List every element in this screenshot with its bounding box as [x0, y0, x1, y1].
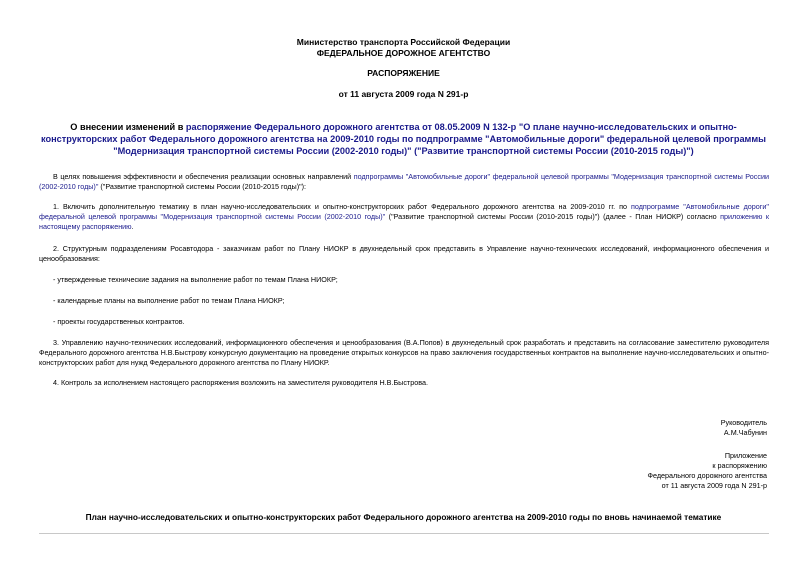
list-item: - календарные планы на выполнение работ по темам Плана НИОКР; [53, 296, 285, 305]
agency-name: ФЕДЕРАЛЬНОЕ ДОРОЖНОЕ АГЕНТСТВО [316, 48, 491, 58]
intro-text-end: ("Развитие транспортной системы России (2010-2015 годы)"): [98, 182, 307, 191]
paragraph-3: 3. Управлению научно-технических исследований, информационного обеспечения и ценообразования (В.А.Попов) в двухнедельный срок разработать и представить на согласование заместителю руководителя Федерального дорожного агентства Н.В.Быстрову конкурсную документацию на проведение открытых конкурсов на право заключения государственных контрактов на выполнение научно-исследовательских и опытно-конструкторских работ для нужд Федерального дорожного агентства по Плану НИОКР. [39, 338, 769, 367]
subprogram-link[interactable]: подпрограммы "Автомобильные дороги" федеральной целевой программы "Модернизация транспортной системы России (2002-2010 годы)" [39, 172, 769, 191]
p1-text: 1. Включить дополнительную тематику в план научно-исследовательских и опытно-конструкторских работ Федерального дорожного агентства на 2009-2010 гг. по [53, 202, 631, 211]
plan-title: План научно-исследовательских и опытно-конструкторских работ Федерального дорожного агентства на 2009-2010 годы по вновь начинаемой тематике [85, 512, 722, 522]
p1-text-2: ("Развитие транспортной системы России (2010-2015 годы)") (далее - План НИОКР) согласно [385, 212, 721, 221]
referenced-order-link[interactable]: распоряжение Федерального дорожного агентства от 08.05.2009 N 132-р "О плане научно-исследовательских и опытно-конструкторских работ Федерального дорожного агентства на 2009-2010 годы по подпрограмме "Автомобильные дороги" федеральной целевой программы "Модернизация транспортной системы России (2002-2010 годы)" ("Развитие транспортной системы России (2010-2015 годы)") [41, 122, 766, 156]
paragraph-4: 4. Контроль за исполнением настоящего распоряжения возложить на заместителя руководителя Н.В.Быстрова. [53, 378, 428, 387]
intro-text: В целях повышения эффективности и обеспечения реализации основных направлений [53, 172, 354, 181]
ministry-name: Министерство транспорта Российской Федерации [296, 37, 511, 47]
subprogram-link-2[interactable]: подпрограмме "Автомобильные дороги" федеральной целевой программы "Модернизация транспортной системы России (2002-2010 годы)" [39, 202, 769, 221]
appendix-agency: Федерального дорожного агентства [647, 471, 767, 480]
document-title [40, 121, 767, 157]
list-item: - проекты государственных контрактов. [53, 317, 185, 326]
list-item: - утвержденные технические задания на выполнение работ по темам Плана НИОКР; [53, 275, 338, 284]
document-type: РАСПОРЯЖЕНИЕ [367, 68, 440, 78]
signature-position: Руководитель [720, 418, 767, 427]
title-prefix: О внесении изменений в [70, 122, 186, 132]
paragraph-2: 2. Структурным подразделениям Росавтодора - заказчикам работ по Плану НИОКР в двухнедельный срок представить в Управление научно-технических исследований, информационного обеспечения и ценообразования: [39, 244, 769, 263]
appendix-ref: к распоряжению [712, 461, 767, 470]
signature-name: А.М.Чабунин [723, 428, 767, 437]
appendix-label: Приложение [724, 451, 767, 460]
appendix-link[interactable]: приложению к настоящему распоряжению [39, 212, 770, 231]
appendix-date: от 11 августа 2009 года N 291-р [661, 481, 767, 490]
p1-text-3: . [131, 222, 134, 231]
document-date: от 11 августа 2009 года N 291-р [338, 89, 469, 99]
divider [39, 533, 769, 534]
paragraph-1 [39, 202, 769, 232]
intro-paragraph [39, 172, 769, 192]
